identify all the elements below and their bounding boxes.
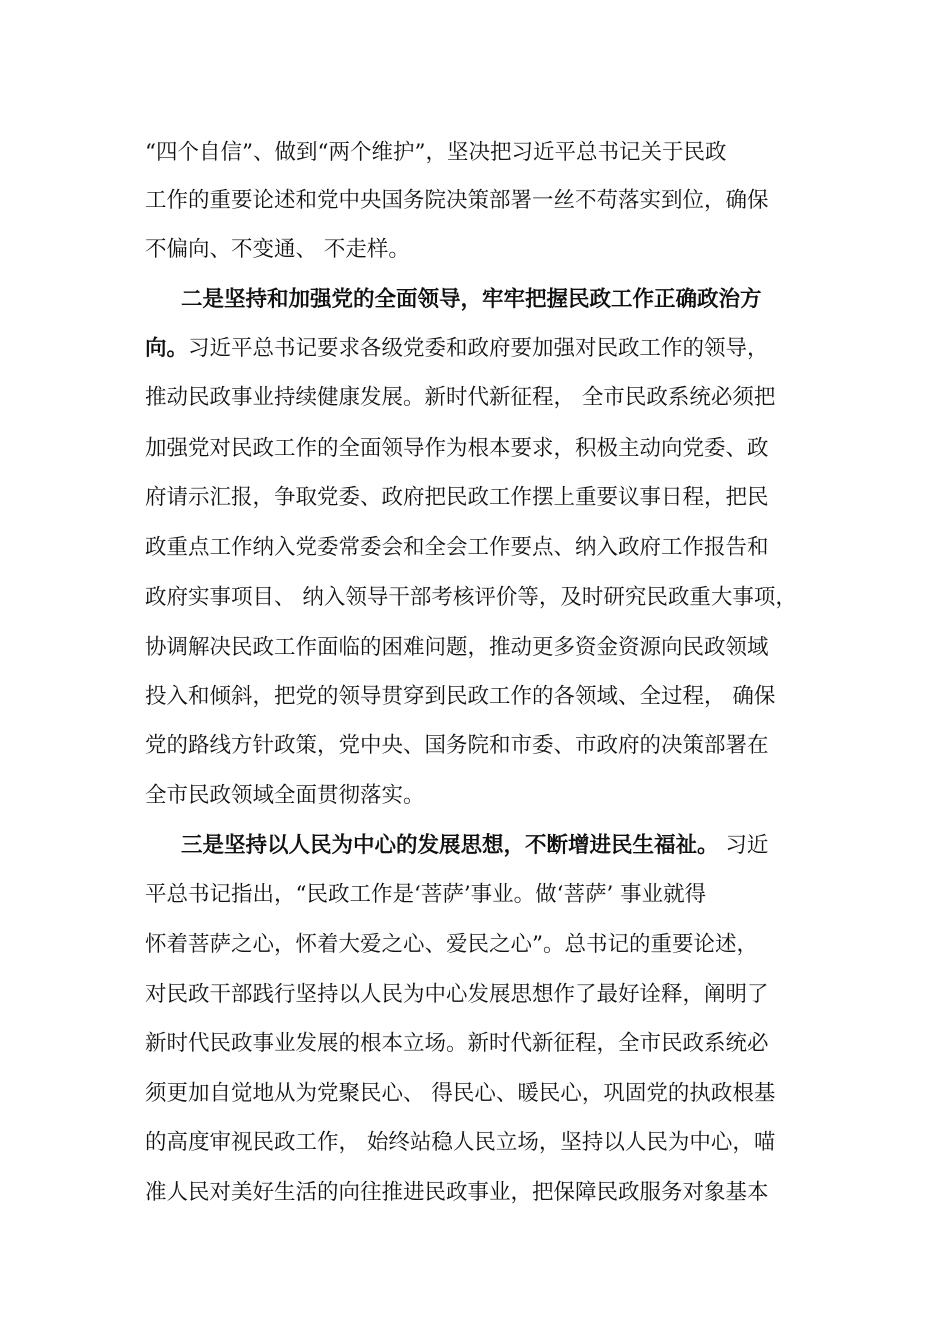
text-line: 推动民政事业持续健康发展。新时代新征程， 全市民政系统必须把 <box>145 385 776 410</box>
text-line: 准人民对美好生活的向往推进民政事业，把保障民政服务对象基本 <box>145 1180 769 1205</box>
text-line: 工作的重要论述和党中央国务院决策部署一丝不苟落实到位，确保 <box>145 188 769 213</box>
text-line: 平总书记指出，“民政工作是‘菩萨’事业。做‘菩萨’ 事业就得 <box>145 882 707 907</box>
text-line: 政重点工作纳入党委常委会和全会工作要点、纳入政府工作报告和 <box>145 535 769 560</box>
text-line: 协调解决民政工作面临的困难问题，推动更多资金资源向民政领域 <box>145 635 769 660</box>
text-line <box>145 329 825 369</box>
text-line: 不偏向、不变通、 不走样。 <box>145 237 410 262</box>
text-line: 投入和倾斜，把党的领导贯穿到民政工作的各领域、全过程， 确保 <box>145 684 776 709</box>
text-line: 新时代民政事业发展的根本立场。新时代新征程，全市民政系统必 <box>145 1031 769 1056</box>
section-heading-line: 二是坚持和加强党的全面领导，牢牢把握民政工作正确政治方 <box>181 287 762 312</box>
text-line: 对民政干部践行坚持以人民为中心发展思想作了最好诠释，阐明了 <box>145 982 769 1007</box>
text-line: 须更加自觉地从为党聚民心、 得民心、暖民心，巩固党的执政根基 <box>145 1081 776 1106</box>
text-span: 习近 <box>718 833 769 858</box>
text-line: “四个自信”、做到“两个维护”，坚决把习近平总书记关于民政 <box>145 140 727 165</box>
text-line: 全市民政领域全面贯彻落实。 <box>145 783 425 808</box>
text-line: 加强党对民政工作的全面领导作为根本要求，积极主动向党委、政 <box>145 436 769 461</box>
section-heading: 三是坚持以人民为中心的发展思想，不断增进民生福祉。 <box>181 833 719 858</box>
text-span: 习近平总书记要求各级党委和政府要加强对民政工作的领导， <box>188 336 769 361</box>
section-heading-end: 向。 <box>145 336 189 361</box>
text-line: 的高度审视民政工作， 始终站稳人民立场，坚持以人民为中心，喵 <box>145 1130 776 1155</box>
text-line: 政府实事项目、 纳入领导干部考核评价等，及时研究民政重大事项， <box>145 585 797 610</box>
text-line: 府请示汇报，争取党委、政府把民政工作摆上重要议事日程，把民 <box>145 485 769 510</box>
text-line: 怀着菩萨之心，怀着大爱之心、爱民之心”。总书记的重要论述， <box>145 932 758 957</box>
text-line: 党的路线方针政策，党中央、国务院和市委、市政府的决策部署在 <box>145 733 769 758</box>
text-line <box>181 826 825 866</box>
